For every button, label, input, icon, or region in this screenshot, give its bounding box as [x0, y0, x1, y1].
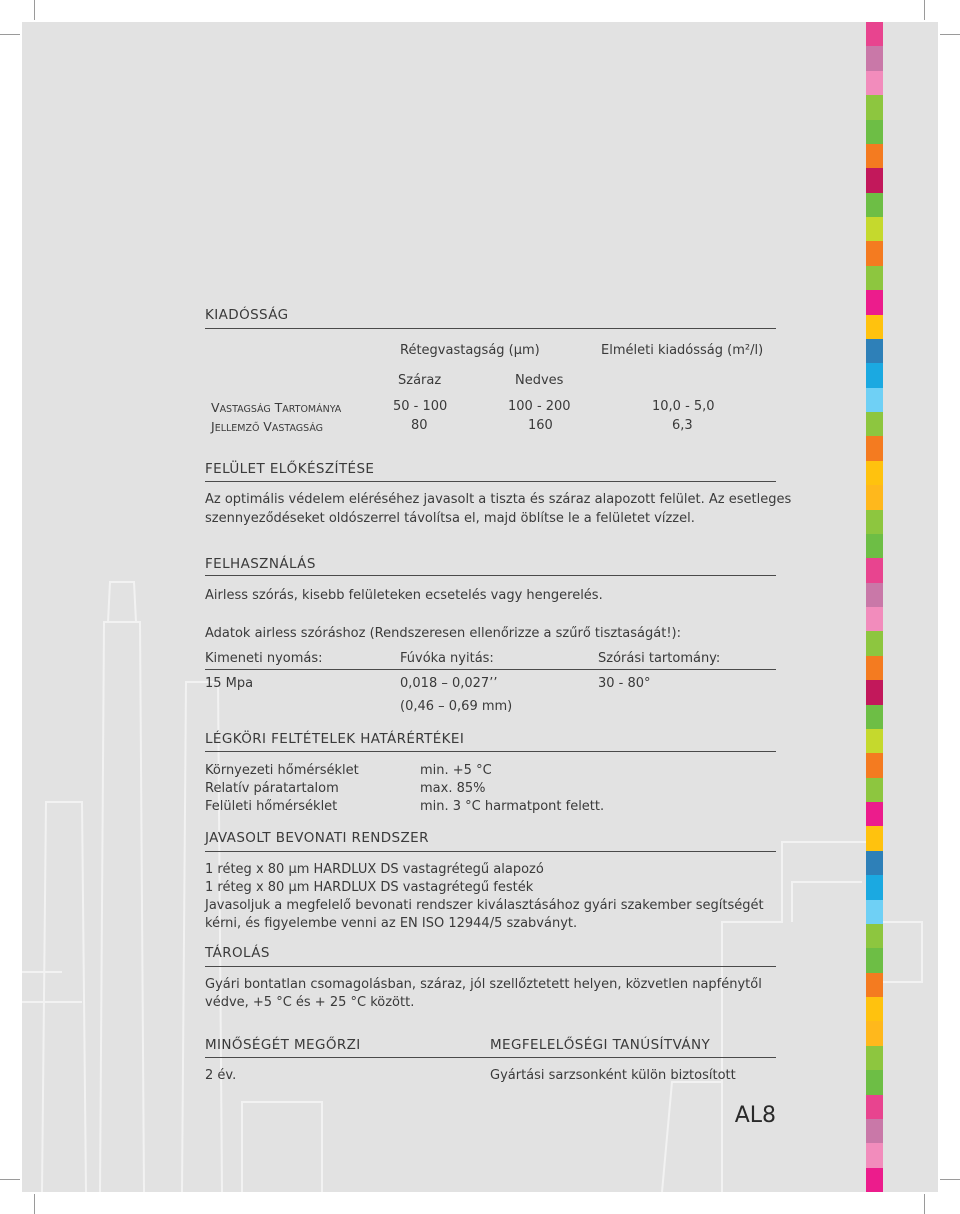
col-header-thickness: Rétegvastagság (µm)	[400, 343, 540, 358]
color-stripe-segment	[866, 363, 883, 387]
condition-label: Relatív páratartalom	[205, 781, 339, 796]
color-stripe-segment	[866, 95, 883, 119]
color-stripe-segment	[866, 461, 883, 485]
color-stripe-segment	[866, 1119, 883, 1143]
section-rule	[205, 669, 776, 670]
airless-val-nozzle-mm: (0,46 – 0,69 mm)	[400, 699, 513, 714]
color-stripe-segment	[866, 753, 883, 777]
color-stripe-segment	[866, 948, 883, 972]
row-wet: 160	[528, 418, 553, 433]
condition-value: max. 85%	[420, 781, 486, 796]
color-stripe-segment	[866, 22, 883, 46]
storage-line: védve, +5 °C és + 25 °C között.	[205, 995, 415, 1010]
row-label: VASTAGSÁG TARTOMÁNYA	[211, 400, 342, 415]
color-stripe-segment	[866, 924, 883, 948]
color-stripe-segment	[866, 71, 883, 95]
crop-mark	[940, 1179, 960, 1180]
sub-header-wet: Nedves	[515, 373, 564, 388]
condition-value: min. 3 °C harmatpont felett.	[420, 799, 605, 814]
color-stripe-segment	[866, 729, 883, 753]
color-stripe	[866, 22, 883, 1192]
color-stripe-segment	[866, 168, 883, 192]
color-stripe-segment	[866, 973, 883, 997]
section-rule	[205, 751, 776, 752]
airless-val-pressure: 15 Mpa	[205, 676, 254, 691]
color-stripe-segment	[866, 656, 883, 680]
color-stripe-segment	[866, 997, 883, 1021]
section-rule	[205, 481, 776, 482]
crop-mark	[34, 1194, 35, 1214]
airless-col-nozzle: Fúvóka nyitás:	[400, 651, 494, 666]
page-sheet	[22, 22, 938, 1192]
color-stripe-segment	[866, 1070, 883, 1094]
color-stripe-segment	[866, 900, 883, 924]
condition-value: min. +5 °C	[420, 763, 492, 778]
airless-val-angle: 30 - 80°	[598, 676, 651, 691]
color-stripe-segment	[866, 1021, 883, 1045]
color-stripe-segment	[866, 193, 883, 217]
color-stripe-segment	[866, 266, 883, 290]
section-title-tarolas: TÁROLÁS	[205, 945, 270, 961]
certificate-value: Gyártási sarzsonként külön biztosított	[490, 1068, 736, 1083]
row-dry: 50 - 100	[393, 399, 448, 414]
color-stripe-segment	[866, 241, 883, 265]
color-stripe-segment	[866, 583, 883, 607]
color-stripe-segment	[866, 1046, 883, 1070]
paragraph-line: szennyeződéseket oldószerrel távolítsa el, majd öblítse le a felületet vízzel.	[205, 511, 695, 526]
color-stripe-segment	[866, 290, 883, 314]
section-title-felulet: FELÜLET ELŐKÉSZÍTÉSE	[205, 461, 375, 477]
color-stripe-segment	[866, 875, 883, 899]
section-title-legkori: LÉGKÖRI FELTÉTELEK HATÁRÉRTÉKEI	[205, 731, 465, 747]
condition-label: Felületi hőmérséklet	[205, 799, 338, 814]
section-rule	[205, 1057, 776, 1058]
airless-intro: Adatok airless szóráshoz (Rendszeresen ellenőrizze a szűrő tisztaságát!):	[205, 626, 681, 641]
row-yield: 6,3	[672, 418, 693, 433]
color-stripe-segment	[866, 315, 883, 339]
crop-mark	[924, 0, 925, 20]
color-stripe-segment	[866, 1143, 883, 1167]
system-line: Javasoljuk a megfelelő bevonati rendszer kiválasztásához gyári szakember segítségét	[205, 898, 764, 913]
system-line: kérni, és figyelembe venni az EN ISO 12944/5 szabványt.	[205, 916, 578, 931]
color-stripe-segment	[866, 558, 883, 582]
system-line: 1 réteg x 80 µm HARDLUX DS vastagrétegű alapozó	[205, 862, 544, 877]
color-stripe-segment	[866, 851, 883, 875]
color-stripe-segment	[866, 339, 883, 363]
color-stripe-segment	[866, 436, 883, 460]
shelf-life-value: 2 év.	[205, 1068, 237, 1083]
section-title-megfelelosegi: MEGFELELŐSÉGI TANÚSÍTVÁNY	[490, 1037, 711, 1053]
section-title-felhasznalas: FELHASZNÁLÁS	[205, 556, 316, 572]
row-wet: 100 - 200	[508, 399, 571, 414]
color-stripe-segment	[866, 802, 883, 826]
color-stripe-segment	[866, 631, 883, 655]
color-stripe-segment	[866, 1095, 883, 1119]
color-stripe-segment	[866, 217, 883, 241]
color-stripe-segment	[866, 46, 883, 70]
color-stripe-segment	[866, 144, 883, 168]
crop-mark	[0, 34, 20, 35]
section-rule	[205, 966, 776, 967]
system-line: 1 réteg x 80 µm HARDLUX DS vastagrétegű festék	[205, 880, 534, 895]
airless-col-angle: Szórási tartomány:	[598, 651, 721, 666]
color-stripe-segment	[866, 705, 883, 729]
section-rule	[205, 575, 776, 576]
section-title-kiadossag: KIADÓSSÁG	[205, 307, 289, 323]
row-dry: 80	[411, 418, 428, 433]
section-title-minoseg: MINŐSÉGÉT MEGŐRZI	[205, 1037, 361, 1053]
paragraph-line: Az optimális védelem eléréséhez javasolt a tiszta és száraz alapozott felület. Az esetleges	[205, 492, 792, 507]
color-stripe-segment	[866, 534, 883, 558]
color-stripe-segment	[866, 607, 883, 631]
color-stripe-segment	[866, 120, 883, 144]
color-stripe-segment	[866, 510, 883, 534]
airless-col-pressure: Kimeneti nyomás:	[205, 651, 323, 666]
section-title-javasolt: JAVASOLT BEVONATI RENDSZER	[205, 830, 429, 846]
color-stripe-segment	[866, 826, 883, 850]
color-stripe-segment	[866, 1168, 883, 1192]
row-yield: 10,0 - 5,0	[652, 399, 715, 414]
crop-mark	[34, 0, 35, 20]
condition-label: Környezeti hőmérséklet	[205, 763, 359, 778]
col-header-yield: Elméleti kiadósság (m²/l)	[601, 343, 764, 358]
crop-mark	[940, 34, 960, 35]
storage-line: Gyári bontatlan csomagolásban, száraz, jól szellőztetett helyen, közvetlen napfénytől	[205, 977, 762, 992]
color-stripe-segment	[866, 680, 883, 704]
sub-header-dry: Száraz	[398, 373, 442, 388]
airless-val-nozzle: 0,018 – 0,027’’	[400, 676, 498, 691]
crop-mark	[0, 1179, 20, 1180]
row-label: JELLEMZŐ VASTAGSÁG	[211, 419, 324, 434]
page-code: AL8	[734, 1103, 776, 1128]
color-stripe-segment	[866, 485, 883, 509]
paragraph-line: Airless szórás, kisebb felületeken ecsetelés vagy hengerelés.	[205, 588, 603, 603]
section-rule	[205, 851, 776, 852]
color-stripe-segment	[866, 778, 883, 802]
crop-mark	[924, 1194, 925, 1214]
color-stripe-segment	[866, 388, 883, 412]
section-rule	[205, 328, 776, 329]
color-stripe-segment	[866, 412, 883, 436]
